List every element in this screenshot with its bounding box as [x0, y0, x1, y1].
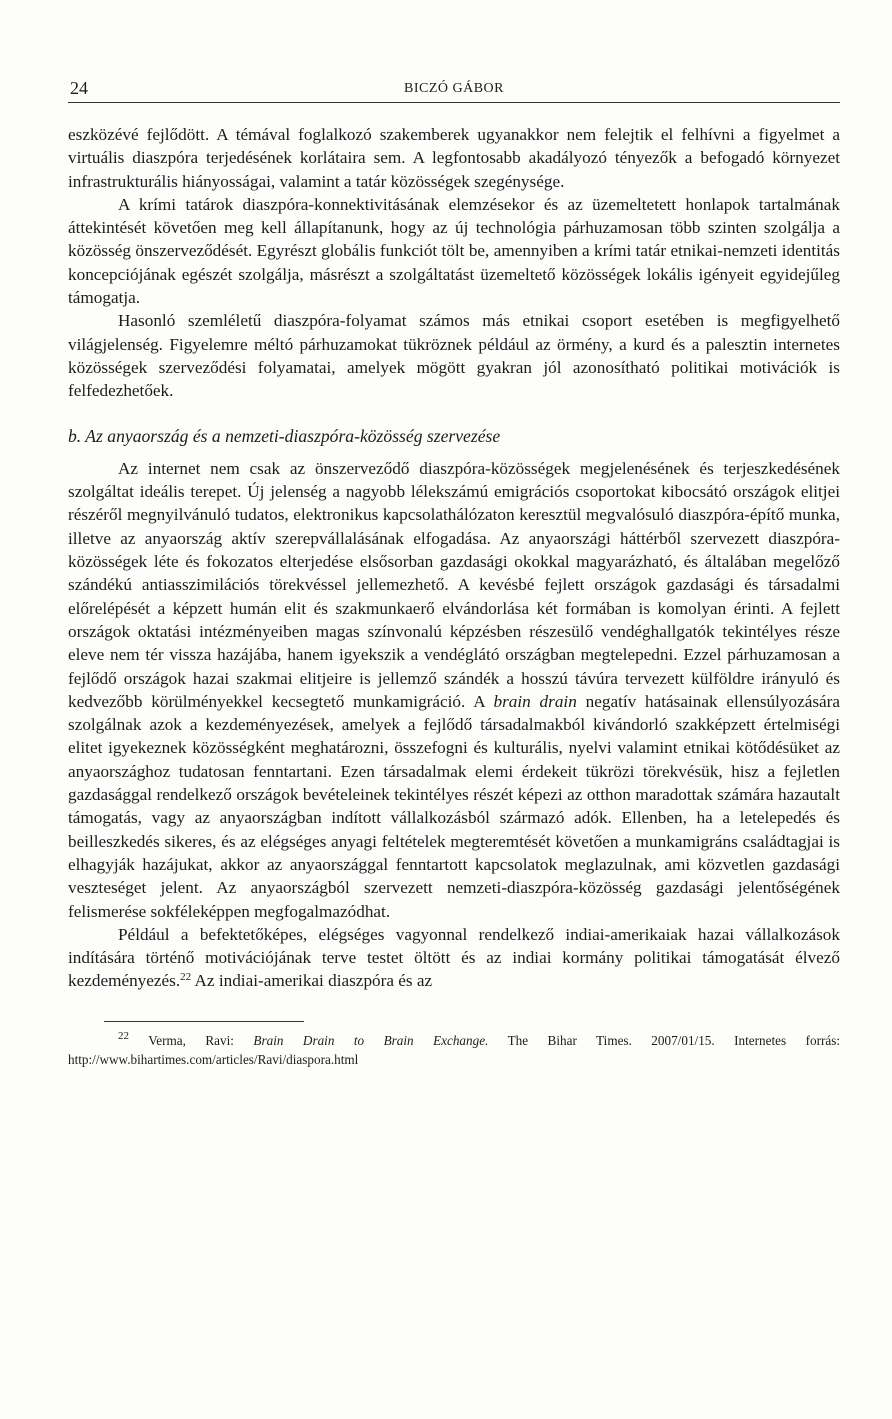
paragraph: Hasonló szemléletű diaszpóra-folyamat számos más etnikai csoport esetében is megfigyelhető világjelenség. Figyelemre méltó párhuzamokat tükröznek például az örmény, a kurd és a palesztin internetes közösségek szerveződési folyamatai, amelyek mögött gyakran jól azonosítható politikai motivációk is felfedezhetőek.	[68, 311, 840, 401]
book-page	[68, 78, 840, 1069]
footnotes	[68, 1021, 840, 1069]
running-title: BICZÓ GÁBOR	[403, 81, 504, 96]
section-title: Az anyaország és a nemzeti-diaszpóra-közösség szervezése	[85, 425, 501, 446]
section-letter: b.	[68, 425, 82, 446]
paragraph-text: Az indiai-amerikai diaszpóra és az	[194, 971, 433, 991]
paragraph-text: Például a befektetőképes, elégséges vagyonnal rendelkező indiai-amerikaiak hazai vállalkozások indítására történő motivációjának terve testet öltött és az indiai kormány politikai támogatását élvező kezdeményezés.	[68, 924, 840, 991]
footnote-divider	[104, 1021, 304, 1022]
paragraph: A krími tatárok diaszpóra-konnektivitásának elemzésekor és az üzemeltetett honlapok tartalmának áttekintését követően meg kell állapítanunk, hogy az új technológia párhuzamosan több szinten szolgálja a közösség önszerveződését. Egyrészt globális funkciót tölt be, amennyiben a krími tatár etnikai-nemzeti identitás koncepciójának egészét szolgálja, másrészt a szolgáltatást üzemeltető közösségek lokális igényeit egyidejűleg támogatja.	[68, 194, 840, 308]
running-header	[68, 78, 840, 103]
paragraph-text: Az internet nem csak az önszerveződő diaszpóra-közösségek megjelenésének és terjeszkedésének szolgáltat ideális terepet. Új jelenség a nagyobb lélekszámú emigrációs csoportokat kibocsátó országok elitjei részéről megnyilvánuló tudatos, elektronikus kapcsolathálózaton keresztül megvalósuló diaszpóra-építő munka, illetve az anyaország aktív szerepvállalásának elfogadása. Az anyaországi háttérből szervezett diaszpóra-közösségek léte és fokozatos elterjedése elsősorban gazdasági okokkal magyarázható, és általában megelőző szándékú antiasszimilációs törekvéssel jellemezhető. A kevésbé fejlett országok gazdasági és társadalmi előrelépését a képzett humán elit és szakmunkaerő elvándorlása két formában is komolyan érinti. A fejlett országok oktatási intézményeiben magas színvonalú képzésben részesülő vendéghallgatók tekintélyes része eleve nem tér vissza hazájába, hanem igyekszik a vendéglátó országban megtelepedni. Ezzel párhuzamosan a fejlődő országok hazai szakmai elitjeire is jellemző szándék a hosszú távúra tervezett külföldre irányuló és kedvezőbb körülményekkel kecsegtető munkamigráció. A	[68, 458, 840, 711]
paragraph	[68, 923, 840, 993]
footnote-reference[interactable]: 22	[180, 971, 192, 984]
paragraph-text: negatív hatásainak ellensúlyozására szolgálnak azok a kezdeményezések, amelyek a fejlődő társadalmakból kivándorló szakképzett értelmiségi elitet igyekeznek közösségként meghatározni, összefogni és kulturális, nyelvi valamint etnikai kötődésüket az anyaországhoz tudatosan fenntartani. Ezen társadalmak elemi érdekeit tükrözi törekvésük, hisz a fejletlen gazdasággal rendelkező országok bevételeinek tekintélyes részét képezi az otthon maradottak számára hazautalt támogatás, vagy az anyaországban indított vállalkozásból származó adók. Ellenben, ha a letelepedés és beilleszkedés sikeres, és az elégséges anyagi feltételek megteremtését követően a munkamigráns családtagjai is elhagyják hazájukat, akkor az anyaországgal fenntartott kapcsolatok meglazulnak, ami közvetlen gazdasági veszteséget jelent. Az anyaországból szervezett nemzeti-diaszpóra-közösség gazdasági jelentőségének felismerése sokféleképpen megfogalmazódhat.	[68, 691, 840, 921]
footnote-title: Brain Drain to Brain Exchange.	[253, 1032, 489, 1048]
footnote-number: 22	[118, 1029, 129, 1042]
body-text	[68, 123, 840, 993]
paragraph	[68, 457, 840, 923]
section-heading	[68, 425, 840, 448]
paragraph: eszközévé fejlődött. A témával foglalkozó szakemberek ugyanakkor nem felejtik el felhívni a figyelmet a virtuális diaszpóra terjedésének korlátaira sem. A legfontosabb akadályozó tényezők a befogadó környezet infrastrukturális hiányosságai, valamint a tatár közösségek szegénysége.	[68, 125, 840, 191]
footnote-source: The Bihar Times. 2007/01/15. Internetes forrás: http://www.bihartimes.com/articles/Ravi/diaspora.html	[68, 1032, 840, 1067]
italic-term: brain drain	[493, 691, 577, 711]
footnote-author: Verma, Ravi:	[148, 1032, 234, 1048]
footnote	[68, 1031, 840, 1069]
page-number: 24	[70, 78, 88, 98]
